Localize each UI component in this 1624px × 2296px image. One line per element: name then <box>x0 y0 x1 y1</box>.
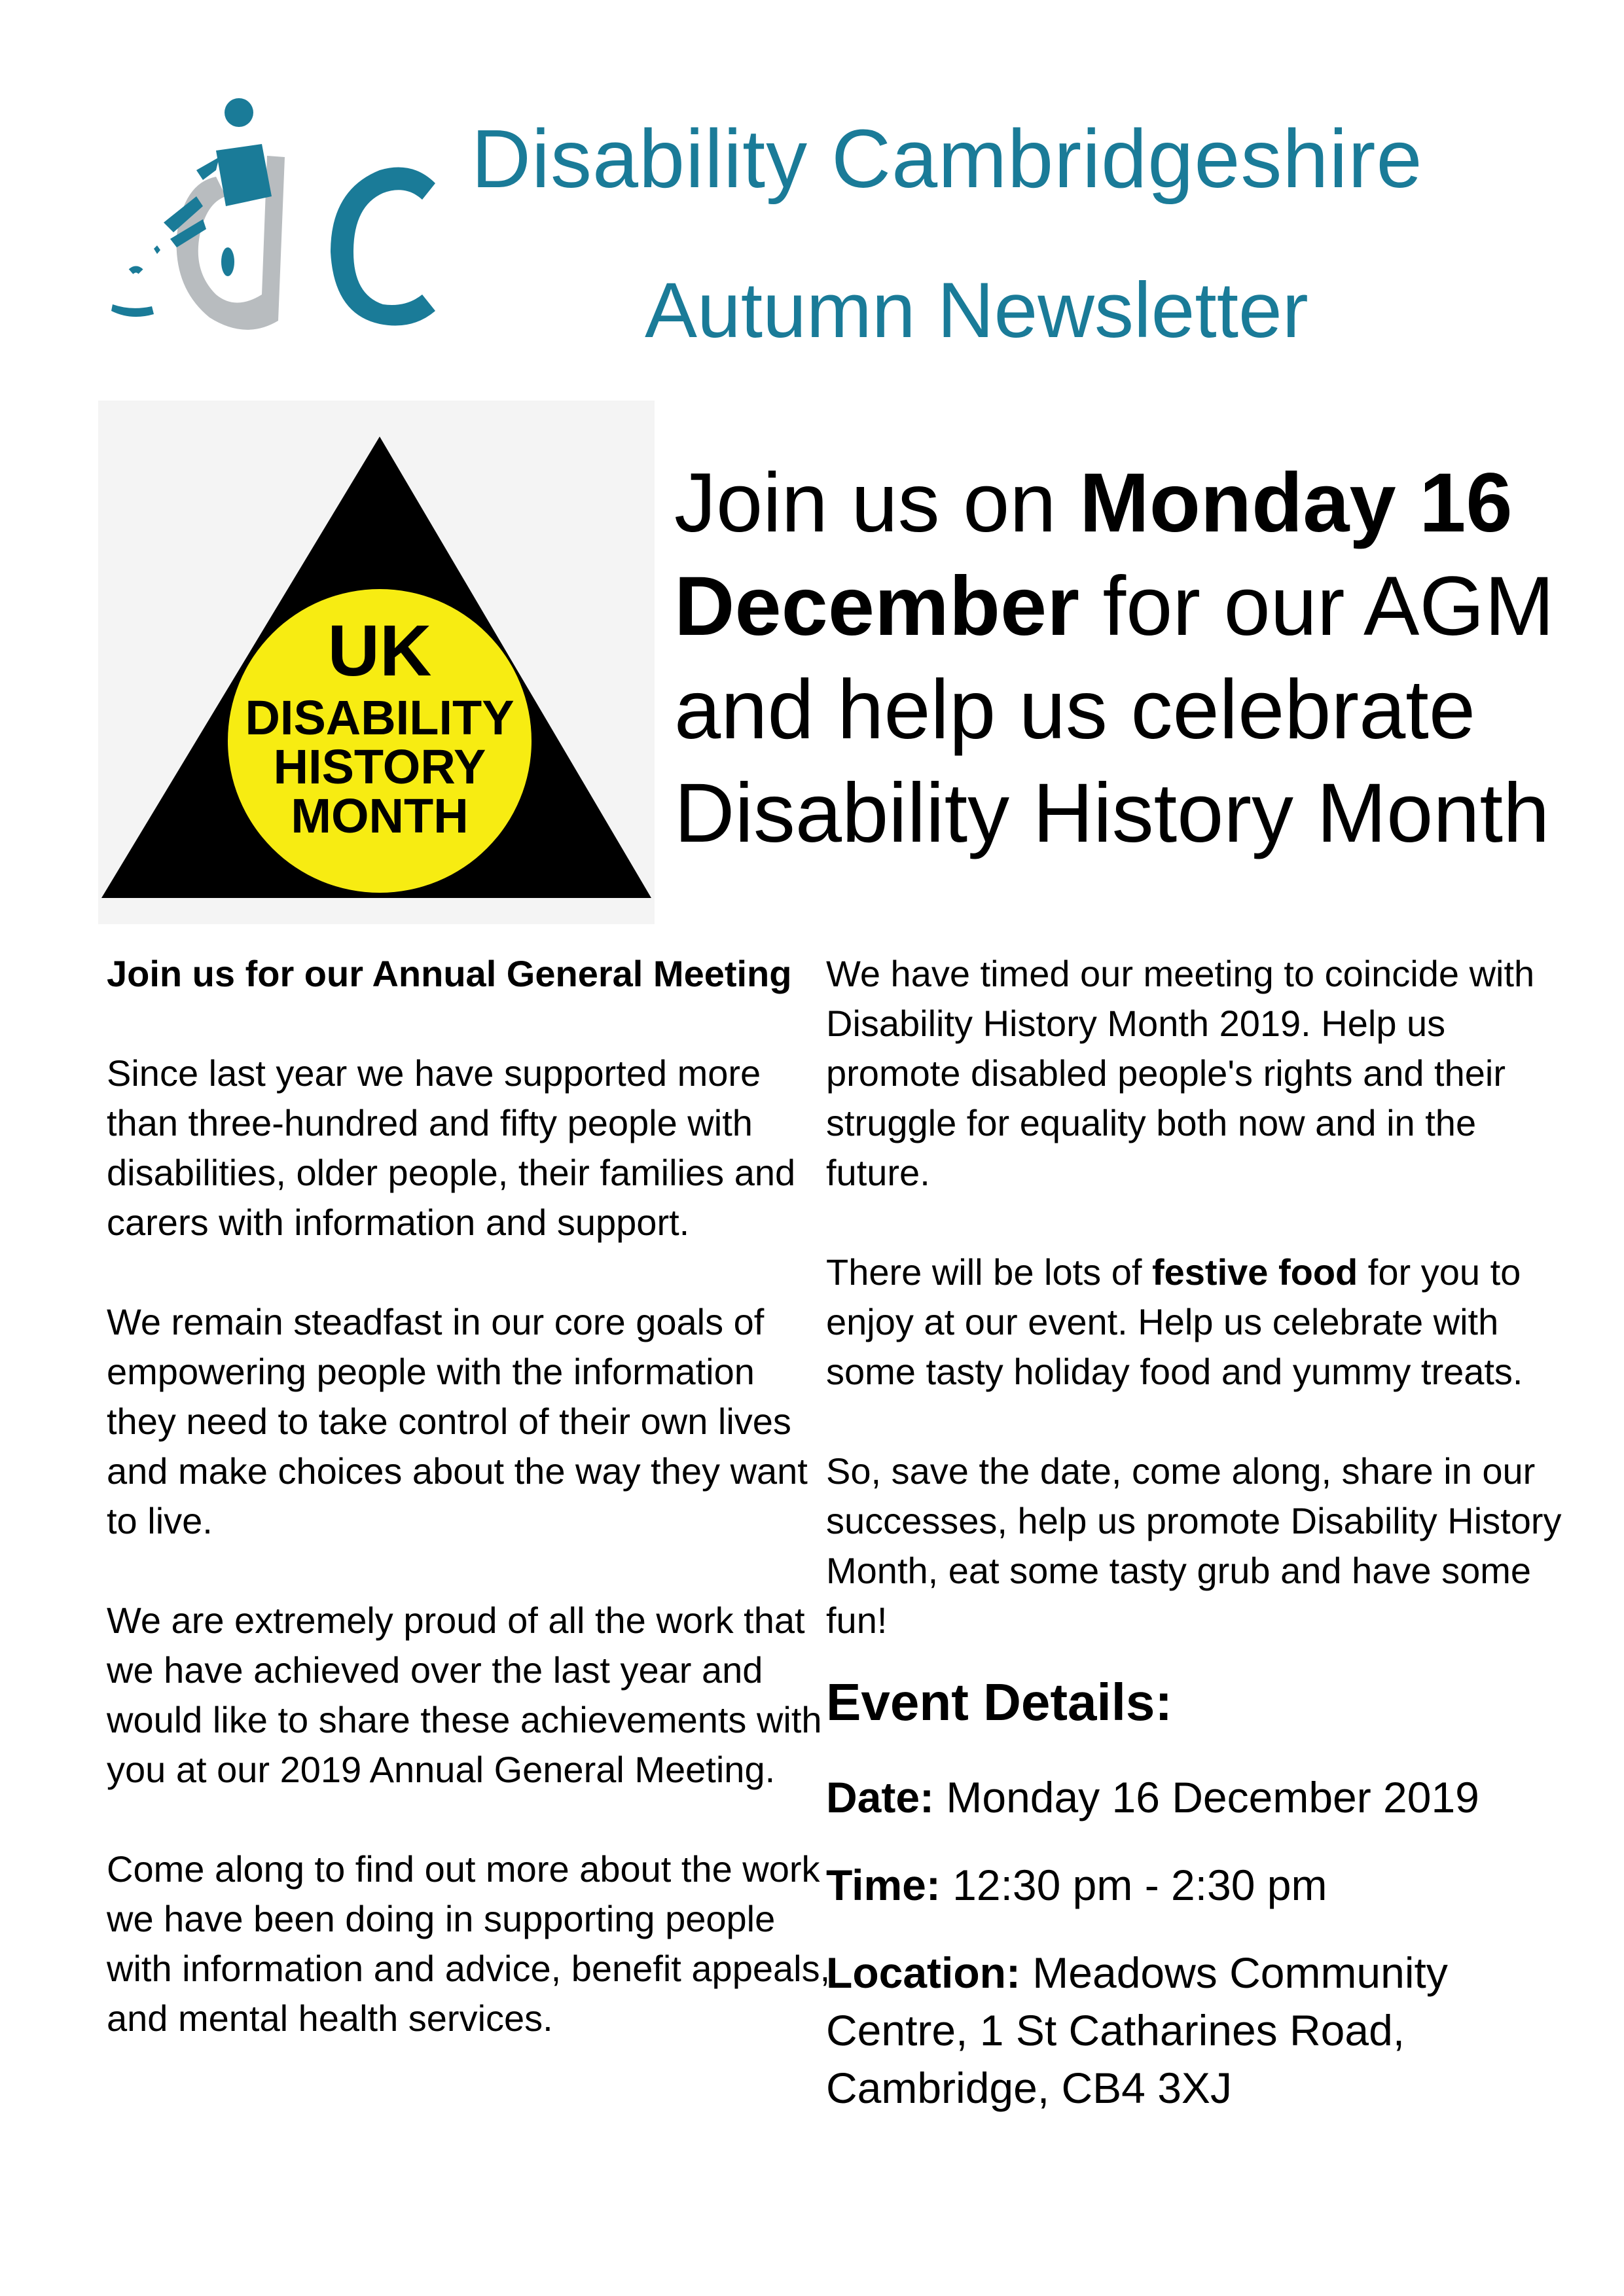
paragraph-timed: We have timed our meeting to coincide with Disability History Month 2019. Help us promote disabled people's rights and their struggle for equality both now and in the future. <box>826 953 1535 1193</box>
date-label: Date: <box>826 1773 935 1821</box>
festive-food: festive food <box>1151 1251 1358 1293</box>
headline-part2: for our AGM and help us celebrate Disability History Month <box>674 560 1555 860</box>
paragraph-come-along: Come along to find out more about the work we have been doing in supporting people with information and advice, benefit appeals, and mental health services. <box>107 1848 831 2039</box>
newsletter-title: Autumn Newsletter <box>645 266 1308 354</box>
location-label: Location: <box>826 1948 1020 1997</box>
paragraph-festive <box>826 1247 1566 1397</box>
location-value: Meadows Community Centre, 1 St Catharines Road, Cambridge, CB4 3XJ <box>826 1948 1448 2112</box>
agm-heading: Join us for our Annual General Meeting <box>107 953 792 994</box>
paragraph-support: Since last year we have supported more than three-hundred and fifty people with disabilities, older people, their families and carers with information and support. <box>107 1052 796 1243</box>
org-name: Disability Cambridgeshire <box>471 113 1423 205</box>
time-label: Time: <box>826 1861 941 1909</box>
badge-line-history: HISTORY <box>273 740 486 794</box>
badge-line-month: MONTH <box>291 789 469 843</box>
badge-line-disability: DISABILITY <box>245 691 514 745</box>
headline-part1: Join us on <box>674 456 1080 550</box>
headline <box>674 452 1591 865</box>
paragraph-proud: We are extremely proud of all the work that we have achieved over the last year and would like to share these achievements with you at our 2019 Annual General Meeting. <box>107 1600 822 1790</box>
event-location <box>826 1944 1566 2117</box>
event-time <box>826 1856 1566 1914</box>
paragraph-goals: We remain steadfast in our core goals of empowering people with the information they need to take control of their own lives and make choices about the way they want to live. <box>107 1301 808 1541</box>
time-value: 12:30 pm - 2:30 pm <box>940 1861 1327 1909</box>
date-value: Monday 16 December 2019 <box>934 1773 1479 1821</box>
festive-after: for you to enjoy at our event. Help us celebrate with some tasty holiday food and yummy treats. <box>826 1251 1523 1392</box>
headline-bold: Monday 16 December <box>674 456 1513 653</box>
event-details-heading: Event Details: <box>826 1673 1173 1731</box>
festive-before: There will be lots of <box>826 1251 1152 1293</box>
right-column <box>826 949 1566 2117</box>
disability-history-month-badge <box>98 401 655 924</box>
disability-cambridgeshire-logo <box>105 98 445 360</box>
left-column <box>107 949 833 2093</box>
paragraph-save-date: So, save the date, come along, share in our successes, help us promote Disability History Month, eat some tasty grub and have some fun! <box>826 1450 1562 1641</box>
badge-line-uk: UK <box>327 611 432 691</box>
event-date <box>826 1768 1566 1826</box>
